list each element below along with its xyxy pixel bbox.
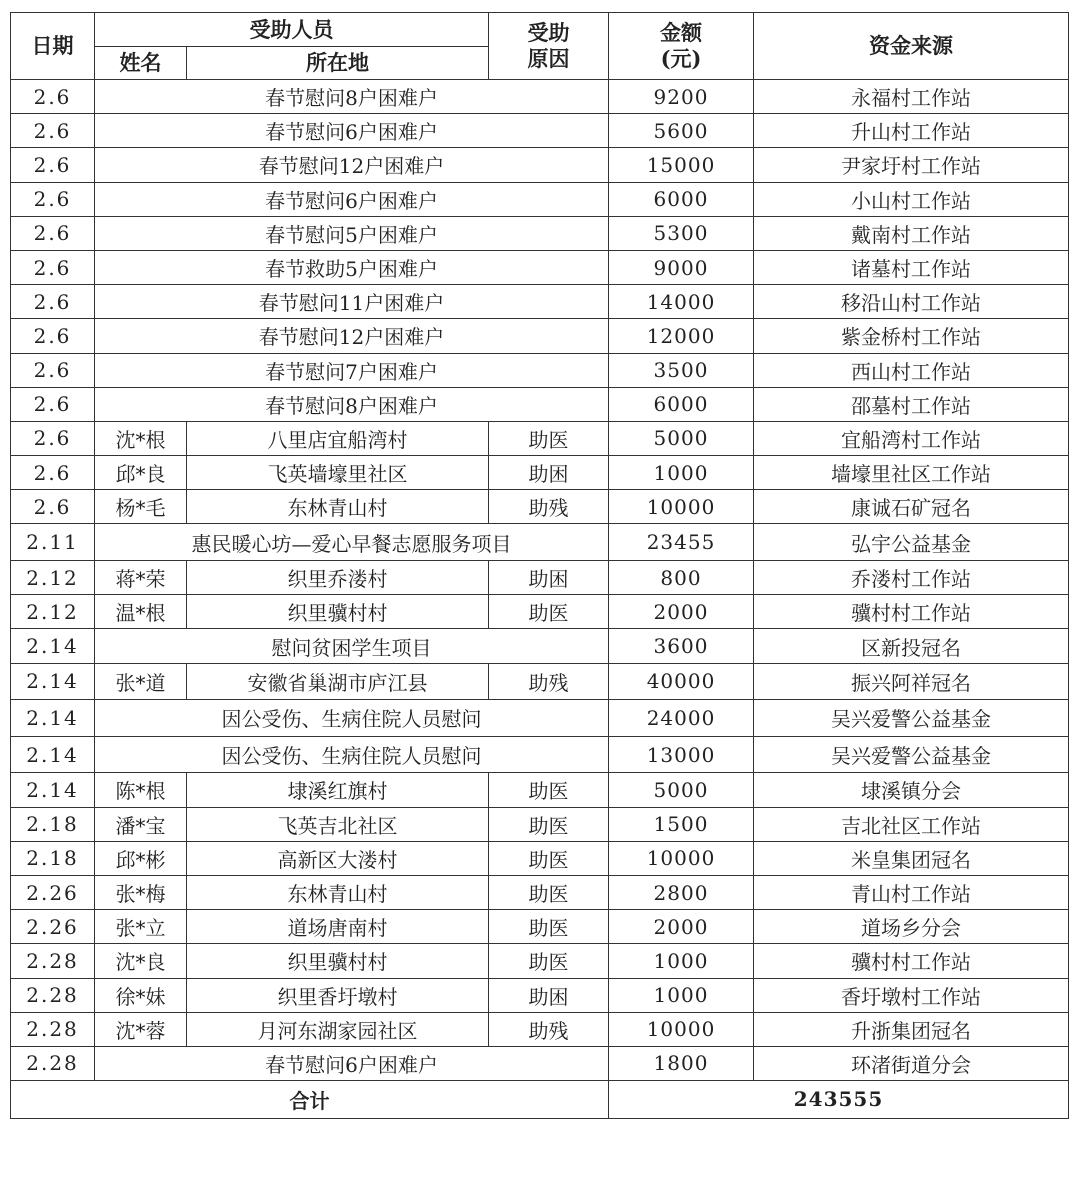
table-row [11,736,1069,773]
cell-amount: 5300 [609,216,754,250]
cell-source: 吉北社区工作站 [754,807,1069,841]
cell-date: 2.6 [11,421,95,455]
total-label: 合计 [11,1081,609,1119]
cell-description: 春节慰问7户困难户 [95,353,609,387]
cell-location: 月河东湖家园社区 [187,1012,489,1046]
cell-source: 振兴阿祥冠名 [754,663,1069,700]
cell-reason: 助医 [489,421,609,455]
cell-source: 升山村工作站 [754,114,1069,148]
cell-name: 杨*毛 [95,490,187,524]
cell-source: 吴兴爱警公益基金 [754,736,1069,773]
cell-source: 康诚石矿冠名 [754,490,1069,524]
cell-location: 织里乔溇村 [187,561,489,595]
cell-name: 徐*妹 [95,978,187,1012]
cell-name: 沈*蓉 [95,1012,187,1046]
table-row [11,114,1069,148]
cell-amount: 800 [609,561,754,595]
table-row [11,285,1069,319]
cell-date: 2.6 [11,456,95,490]
cell-date: 2.11 [11,524,95,561]
cell-description: 春节慰问6户困难户 [95,182,609,216]
table-row [11,80,1069,114]
cell-amount: 1500 [609,807,754,841]
cell-source: 青山村工作站 [754,875,1069,909]
table-row [11,353,1069,387]
cell-source: 区新投冠名 [754,629,1069,663]
cell-source: 小山村工作站 [754,182,1069,216]
cell-amount: 1000 [609,944,754,978]
cell-source: 紫金桥村工作站 [754,319,1069,353]
cell-amount: 9200 [609,80,754,114]
table-row [11,319,1069,353]
header-reason [489,13,609,80]
cell-date: 2.6 [11,387,95,421]
cell-reason: 助医 [489,910,609,944]
table-row [11,875,1069,909]
table-row [11,663,1069,700]
cell-date: 2.6 [11,216,95,250]
cell-date: 2.6 [11,80,95,114]
cell-description: 春节慰问11户困难户 [95,285,609,319]
table-row [11,978,1069,1012]
table-row [11,524,1069,561]
cell-name: 蒋*荣 [95,561,187,595]
table-row [11,490,1069,524]
total-value: 243555 [609,1081,1069,1119]
cell-amount: 1000 [609,456,754,490]
table-row [11,387,1069,421]
donation-table [10,12,1069,1119]
cell-description: 惠民暖心坊—爱心早餐志愿服务项目 [95,524,609,561]
table-row [11,595,1069,629]
cell-source: 弘宇公益基金 [754,524,1069,561]
table-body [11,80,1069,1119]
cell-reason: 助困 [489,456,609,490]
cell-location: 东林青山村 [187,490,489,524]
cell-source: 移沿山村工作站 [754,285,1069,319]
cell-date: 2.6 [11,250,95,284]
cell-description: 春节慰问8户困难户 [95,387,609,421]
table-row [11,250,1069,284]
cell-source: 骥村村工作站 [754,595,1069,629]
table-row [11,841,1069,875]
cell-source: 尹家圩村工作站 [754,148,1069,182]
cell-source: 西山村工作站 [754,353,1069,387]
cell-name: 温*根 [95,595,187,629]
cell-source: 埭溪镇分会 [754,773,1069,807]
cell-source: 道场乡分会 [754,910,1069,944]
cell-date: 2.28 [11,944,95,978]
table-row [11,148,1069,182]
header-amount-line2: (元) [660,46,702,71]
cell-amount: 3600 [609,629,754,663]
cell-source: 邵墓村工作站 [754,387,1069,421]
cell-location: 埭溪红旗村 [187,773,489,807]
cell-description: 春节慰问5户困难户 [95,216,609,250]
cell-description: 因公受伤、生病住院人员慰问 [95,700,609,737]
cell-amount: 23455 [609,524,754,561]
cell-reason: 助医 [489,773,609,807]
cell-date: 2.14 [11,736,95,773]
cell-name: 张*梅 [95,875,187,909]
table-row [11,1046,1069,1080]
header-reason-line2: 原因 [527,46,570,71]
header-reason-line1: 受助 [527,20,570,45]
cell-date: 2.28 [11,978,95,1012]
cell-date: 2.18 [11,807,95,841]
cell-date: 2.12 [11,561,95,595]
cell-amount: 2000 [609,595,754,629]
cell-description: 春节救助5户困难户 [95,250,609,284]
table-row [11,1012,1069,1046]
cell-description: 春节慰问6户困难户 [95,114,609,148]
cell-location: 织里香圩墩村 [187,978,489,1012]
cell-description: 春节慰问8户困难户 [95,80,609,114]
cell-name: 邱*彬 [95,841,187,875]
header-date: 日期 [11,13,95,80]
cell-date: 2.6 [11,319,95,353]
cell-name: 张*立 [95,910,187,944]
cell-amount: 40000 [609,663,754,700]
cell-name: 陈*根 [95,773,187,807]
table-row [11,807,1069,841]
cell-description: 春节慰问12户困难户 [95,148,609,182]
cell-reason: 助医 [489,595,609,629]
cell-location: 织里骥村村 [187,595,489,629]
cell-amount: 5000 [609,421,754,455]
cell-source: 戴南村工作站 [754,216,1069,250]
table-row [11,700,1069,737]
cell-source: 香圩墩村工作站 [754,978,1069,1012]
cell-date: 2.6 [11,114,95,148]
header-source: 资金来源 [754,13,1069,80]
cell-source: 骥村村工作站 [754,944,1069,978]
cell-amount: 2800 [609,875,754,909]
table-row [11,182,1069,216]
table-row [11,561,1069,595]
table-row [11,216,1069,250]
cell-date: 2.6 [11,285,95,319]
cell-amount: 6000 [609,182,754,216]
cell-date: 2.28 [11,1012,95,1046]
cell-description: 因公受伤、生病住院人员慰问 [95,736,609,773]
cell-source: 永福村工作站 [754,80,1069,114]
cell-location: 织里骥村村 [187,944,489,978]
cell-amount: 24000 [609,700,754,737]
cell-source: 乔溇村工作站 [754,561,1069,595]
cell-location: 东林青山村 [187,875,489,909]
cell-date: 2.14 [11,773,95,807]
cell-name: 潘*宝 [95,807,187,841]
header-location: 所在地 [187,47,489,80]
header-amount [609,13,754,80]
cell-name: 邱*良 [95,456,187,490]
cell-amount: 2000 [609,910,754,944]
cell-amount: 14000 [609,285,754,319]
cell-location: 八里店宜船湾村 [187,421,489,455]
cell-reason: 助医 [489,807,609,841]
table-row [11,773,1069,807]
cell-location: 飞英吉北社区 [187,807,489,841]
cell-description: 春节慰问6户困难户 [95,1046,609,1080]
cell-date: 2.26 [11,875,95,909]
cell-name: 沈*根 [95,421,187,455]
cell-date: 2.26 [11,910,95,944]
cell-amount: 6000 [609,387,754,421]
cell-source: 吴兴爱警公益基金 [754,700,1069,737]
cell-amount: 3500 [609,353,754,387]
header-name: 姓名 [95,47,187,80]
cell-amount: 9000 [609,250,754,284]
cell-amount: 10000 [609,1012,754,1046]
table-row [11,910,1069,944]
table-header [11,13,1069,80]
cell-amount: 1000 [609,978,754,1012]
cell-location: 安徽省巢湖市庐江县 [187,663,489,700]
cell-source: 环渚街道分会 [754,1046,1069,1080]
cell-reason: 助医 [489,944,609,978]
cell-reason: 助残 [489,1012,609,1046]
cell-date: 2.28 [11,1046,95,1080]
cell-date: 2.6 [11,182,95,216]
cell-description: 春节慰问12户困难户 [95,319,609,353]
cell-reason: 助困 [489,561,609,595]
cell-amount: 5000 [609,773,754,807]
cell-name: 张*道 [95,663,187,700]
cell-reason: 助残 [489,490,609,524]
cell-amount: 15000 [609,148,754,182]
header-amount-line1: 金额 [660,20,702,45]
cell-source: 宜船湾村工作站 [754,421,1069,455]
total-row [11,1081,1069,1119]
cell-amount: 10000 [609,490,754,524]
cell-source: 诸墓村工作站 [754,250,1069,284]
cell-date: 2.6 [11,353,95,387]
table-row [11,421,1069,455]
cell-date: 2.6 [11,490,95,524]
table-row [11,456,1069,490]
cell-date: 2.14 [11,700,95,737]
cell-source: 墙壕里社区工作站 [754,456,1069,490]
table-row [11,629,1069,663]
cell-amount: 1800 [609,1046,754,1080]
cell-amount: 10000 [609,841,754,875]
cell-reason: 助医 [489,875,609,909]
cell-source: 米皇集团冠名 [754,841,1069,875]
cell-amount: 12000 [609,319,754,353]
cell-source: 升浙集团冠名 [754,1012,1069,1046]
header-recipient: 受助人员 [95,13,489,47]
cell-reason: 助医 [489,841,609,875]
cell-reason: 助残 [489,663,609,700]
cell-date: 2.14 [11,629,95,663]
cell-date: 2.18 [11,841,95,875]
cell-location: 道场唐南村 [187,910,489,944]
cell-name: 沈*良 [95,944,187,978]
cell-date: 2.14 [11,663,95,700]
cell-description: 慰问贫困学生项目 [95,629,609,663]
cell-date: 2.12 [11,595,95,629]
cell-location: 飞英墙壕里社区 [187,456,489,490]
cell-location: 高新区大溇村 [187,841,489,875]
cell-date: 2.6 [11,148,95,182]
cell-amount: 13000 [609,736,754,773]
cell-amount: 5600 [609,114,754,148]
table-row [11,944,1069,978]
cell-reason: 助困 [489,978,609,1012]
